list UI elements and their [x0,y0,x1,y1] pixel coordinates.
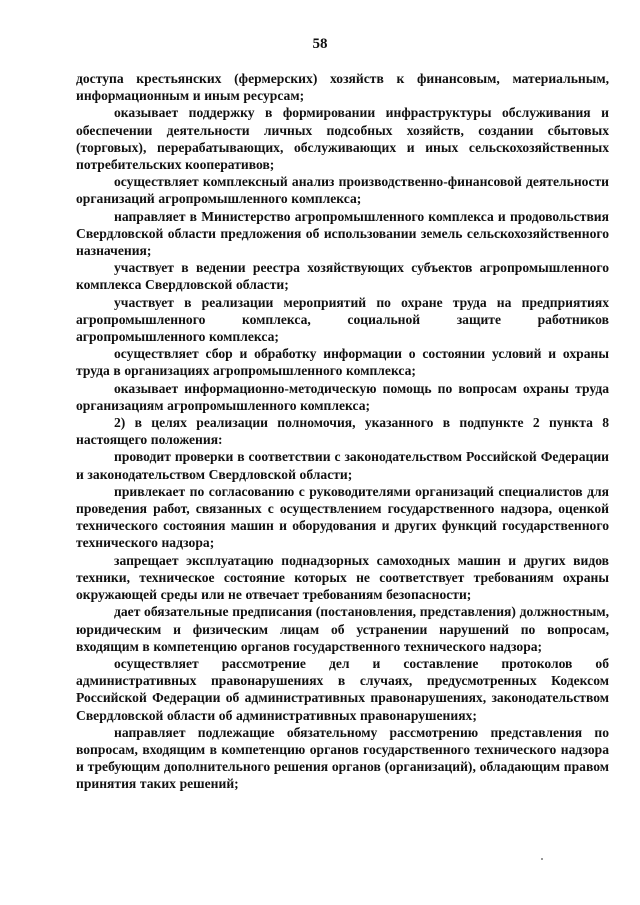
scan-speck [541,858,543,860]
paragraph-12: запрещает эксплуатацию поднадзорных самоходных машин и других видов техники, техническое состояние которых не соответствует требованиям охраны окружающей среды или не отвечает требованиям безопасности; [76,552,609,603]
page-number: 58 [312,36,328,52]
document-body [76,70,609,793]
paragraph-7: осуществляет сбор и обработку информации о состоянии условий и охраны труда в организациях агропромышленного комплекса; [76,346,609,379]
paragraph-11: привлекает по согласованию с руководителями организаций специалистов для проведения работ, связанных с осуществлением государственного надзора, оценкой технического состояния машин и оборудования и других функций государственного технического надзора; [76,483,609,551]
paragraph-1: доступа крестьянских (фермерских) хозяйств к финансовым, материальным, информационным и иным ресурсам; [76,71,609,104]
paragraph-4: направляет в Министерство агропромышленного комплекса и продовольствия Свердловской области предложения об использовании земель сельскохозяйственного назначения; [76,208,609,259]
paragraph-15: направляет подлежащие обязательному рассмотрению представления по вопросам, входящим в компетенцию органов государственного технического надзора и требующим дополнительного решения органов (организаций), обладающим правом принятия таких решений; [76,724,609,792]
paragraph-9: 2) в целях реализации полномочия, указанного в подпункте 2 пункта 8 настоящего положения: [76,415,609,448]
paragraph-14: осуществляет рассмотрение дел и составление протоколов об административных правонарушениях в случаях, предусмотренных Кодексом Российской Федерации об административных правонарушениях, законодательством Свердловской области об административных правонарушениях; [76,655,609,723]
paragraph-10: проводит проверки в соответствии с законодательством Российской Федерации и законодательством Свердловской области; [76,449,609,482]
paragraph-5: участвует в ведении реестра хозяйствующих субъектов агропромышленного комплекса Свердловской области; [76,260,609,293]
paragraph-3: осуществляет комплексный анализ производственно-финансовой деятельности организаций агропромышленного комплекса; [76,174,609,207]
paragraph-2: оказывает поддержку в формировании инфраструктуры обслуживания и обеспечении деятельности личных подсобных хозяйств, создании сбытовых (торговых), перерабатывающих, обслуживающих и иных сельскохозяйственных потребительских кооперативов; [76,105,609,173]
paragraph-13: дает обязательные предписания (постановления, представления) должностным, юридическим и физическим лицам об устранении нарушений по вопросам, входящим в компетенцию органов государственного технического надзора; [76,604,609,654]
paragraph-6: участвует в реализации мероприятий по охране труда на предприятиях агропромышленного комплекса, социальной защите работников агропромышленного комплекса; [76,294,609,345]
paragraph-8: оказывает информационно-методическую помощь по вопросам охраны труда организациям агропромышленного комплекса; [76,380,609,413]
